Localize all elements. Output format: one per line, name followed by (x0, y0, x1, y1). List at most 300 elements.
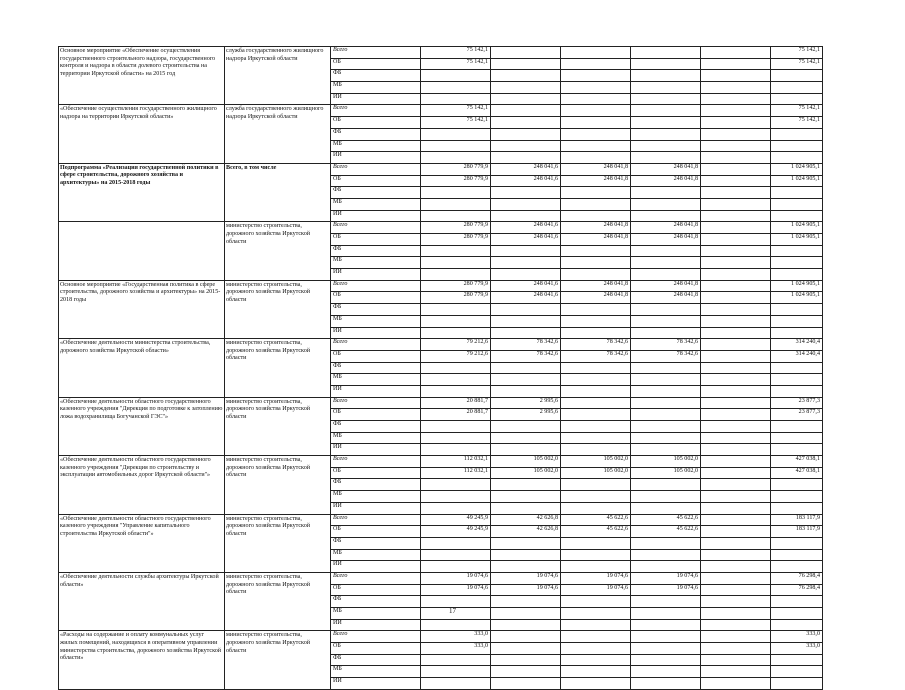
year-value-cell (561, 643, 631, 655)
year-value-cell: 280 779,9 (421, 163, 491, 175)
year-value-cell (631, 561, 701, 573)
year-value-cell (421, 421, 491, 433)
executor-cell: министерство строительства, дорожного хозяйства Иркутской области (225, 514, 331, 572)
year-value-cell (631, 537, 701, 549)
year-value-cell (701, 292, 771, 304)
year-value-cell: 79 212,6 (421, 350, 491, 362)
year-value-cell (421, 596, 491, 608)
year-value-cell (631, 210, 701, 222)
total-value-cell: 314 240,4 (771, 339, 823, 351)
year-value-cell (491, 421, 561, 433)
year-value-cell (561, 117, 631, 129)
year-value-cell: 78 342,6 (631, 350, 701, 362)
year-value-cell (701, 444, 771, 456)
year-value-cell (701, 128, 771, 140)
year-value-cell (491, 491, 561, 503)
table-row (59, 572, 823, 584)
year-value-cell (561, 140, 631, 152)
total-value-cell (771, 654, 823, 666)
year-value-cell (631, 70, 701, 82)
funding-source-cell: МБ (331, 257, 421, 269)
total-value-cell (771, 561, 823, 573)
activity-description: «Обеспечение деятельности службы архитектуры Иркутской области» (59, 572, 225, 630)
year-value-cell: 42 626,8 (491, 526, 561, 538)
year-value-cell (631, 397, 701, 409)
executor-cell: служба государственного жилищного надзора Иркутской области (225, 105, 331, 163)
year-value-cell (561, 479, 631, 491)
year-value-cell: 280 779,9 (421, 234, 491, 246)
total-value-cell: 183 117,9 (771, 526, 823, 538)
funding-source-cell: ОБ (331, 117, 421, 129)
year-value-cell (421, 187, 491, 199)
total-value-cell (771, 374, 823, 386)
year-value-cell (491, 596, 561, 608)
year-value-cell (561, 70, 631, 82)
year-value-cell: 19 074,6 (421, 572, 491, 584)
year-value-cell (631, 198, 701, 210)
year-value-cell (701, 339, 771, 351)
year-value-cell (421, 198, 491, 210)
year-value-cell (701, 280, 771, 292)
total-value-cell: 75 142,1 (771, 117, 823, 129)
funding-source-cell: МБ (331, 140, 421, 152)
year-value-cell (491, 666, 561, 678)
year-value-cell (561, 58, 631, 70)
total-value-cell: 333,0 (771, 643, 823, 655)
year-value-cell: 78 342,6 (561, 339, 631, 351)
year-value-cell (421, 327, 491, 339)
activity-description: Основное мероприятие «Обеспечение осуществления государственного строительного надзора, государственного контроля и надзора в области долевого строительства на территории Иркутской области» на 2015 год (59, 47, 225, 105)
year-value-cell (631, 304, 701, 316)
year-value-cell (491, 304, 561, 316)
total-value-cell (771, 549, 823, 561)
year-value-cell (561, 654, 631, 666)
budget-table (58, 46, 823, 690)
year-value-cell (491, 210, 561, 222)
total-value-cell (771, 82, 823, 94)
year-value-cell: 105 002,0 (561, 467, 631, 479)
year-value-cell: 248 041,8 (561, 163, 631, 175)
year-value-cell (561, 444, 631, 456)
year-value-cell (701, 409, 771, 421)
year-value-cell (561, 549, 631, 561)
funding-source-cell: МБ (331, 491, 421, 503)
year-value-cell (491, 315, 561, 327)
funding-source-cell: Всего (331, 572, 421, 584)
funding-source-cell: МБ (331, 82, 421, 94)
funding-source-cell: ФБ (331, 70, 421, 82)
page-number: 17 (449, 607, 456, 615)
funding-source-cell: ИИ (331, 385, 421, 397)
year-value-cell (631, 362, 701, 374)
year-value-cell (631, 385, 701, 397)
table-row (59, 397, 823, 409)
total-value-cell (771, 257, 823, 269)
year-value-cell (421, 549, 491, 561)
total-value-cell (771, 444, 823, 456)
funding-source-cell: ОБ (331, 58, 421, 70)
executor-cell: министерство строительства, дорожного хозяйства Иркутской области (225, 222, 331, 280)
year-value-cell (421, 82, 491, 94)
year-value-cell (701, 631, 771, 643)
year-value-cell (421, 479, 491, 491)
funding-source-cell: ФБ (331, 596, 421, 608)
year-value-cell (491, 93, 561, 105)
year-value-cell (491, 444, 561, 456)
total-value-cell: 75 142,1 (771, 105, 823, 117)
funding-source-cell: Всего (331, 163, 421, 175)
year-value-cell (491, 117, 561, 129)
funding-source-cell: Всего (331, 222, 421, 234)
total-value-cell (771, 93, 823, 105)
funding-source-cell: ФБ (331, 537, 421, 549)
year-value-cell (701, 245, 771, 257)
year-value-cell (701, 234, 771, 246)
total-value-cell: 1 024 905,1 (771, 292, 823, 304)
year-value-cell (491, 327, 561, 339)
year-value-cell (561, 409, 631, 421)
year-value-cell (701, 140, 771, 152)
year-value-cell (631, 140, 701, 152)
year-value-cell (701, 362, 771, 374)
table-row (59, 222, 823, 234)
year-value-cell: 280 779,9 (421, 280, 491, 292)
activity-description (59, 222, 225, 280)
year-value-cell: 78 342,6 (631, 339, 701, 351)
year-value-cell (491, 269, 561, 281)
year-value-cell (561, 502, 631, 514)
activity-description: «Обеспечение деятельности областного государственного казенного учреждения "Дирекция по строительству и эксплуатации автомобильных дорог Иркутской области"» (59, 456, 225, 514)
year-value-cell (701, 187, 771, 199)
activity-description: «Обеспечение деятельности областного государственного казенного учреждения "Дирекция по подготовке к затоплению ложа водохранилища Богучанской ГЭС"» (59, 397, 225, 455)
year-value-cell (561, 432, 631, 444)
year-value-cell (701, 526, 771, 538)
year-value-cell (701, 350, 771, 362)
table-row (59, 105, 823, 117)
total-value-cell: 314 240,4 (771, 350, 823, 362)
year-value-cell (701, 269, 771, 281)
year-value-cell (631, 666, 701, 678)
total-value-cell (771, 210, 823, 222)
year-value-cell (701, 105, 771, 117)
year-value-cell: 280 779,9 (421, 292, 491, 304)
year-value-cell (701, 257, 771, 269)
year-value-cell (421, 385, 491, 397)
funding-source-cell: ИИ (331, 502, 421, 514)
total-value-cell (771, 269, 823, 281)
total-value-cell: 183 117,9 (771, 514, 823, 526)
year-value-cell (561, 374, 631, 386)
funding-source-cell: ФБ (331, 128, 421, 140)
total-value-cell (771, 304, 823, 316)
year-value-cell (631, 654, 701, 666)
year-value-cell (631, 444, 701, 456)
year-value-cell (561, 362, 631, 374)
year-value-cell (491, 549, 561, 561)
year-value-cell: 19 074,6 (421, 584, 491, 596)
year-value-cell: 19 074,6 (491, 584, 561, 596)
year-value-cell: 248 041,6 (491, 234, 561, 246)
total-value-cell (771, 152, 823, 164)
year-value-cell: 42 626,8 (491, 514, 561, 526)
funding-source-cell: ФБ (331, 245, 421, 257)
year-value-cell (491, 631, 561, 643)
year-value-cell (491, 152, 561, 164)
year-value-cell (701, 561, 771, 573)
total-value-cell: 1 024 905,1 (771, 163, 823, 175)
year-value-cell (631, 631, 701, 643)
year-value-cell: 248 041,6 (491, 163, 561, 175)
executor-cell: министерство строительства, дорожного хозяйства Иркутской области (225, 631, 331, 689)
year-value-cell (421, 432, 491, 444)
year-value-cell (561, 152, 631, 164)
year-value-cell (701, 678, 771, 690)
year-value-cell: 20 881,7 (421, 409, 491, 421)
year-value-cell (631, 315, 701, 327)
funding-source-cell: ОБ (331, 409, 421, 421)
year-value-cell (491, 245, 561, 257)
year-value-cell (421, 269, 491, 281)
activity-description: «Обеспечение осуществления государственного жилищного надзора на территории Иркутской области» (59, 105, 225, 163)
funding-source-cell: МБ (331, 374, 421, 386)
year-value-cell (421, 619, 491, 631)
year-value-cell (491, 70, 561, 82)
year-value-cell (631, 269, 701, 281)
year-value-cell (561, 82, 631, 94)
year-value-cell: 105 002,0 (491, 467, 561, 479)
year-value-cell (421, 210, 491, 222)
year-value-cell (421, 678, 491, 690)
total-value-cell (771, 479, 823, 491)
year-value-cell (701, 198, 771, 210)
year-value-cell (561, 596, 631, 608)
year-value-cell (421, 140, 491, 152)
year-value-cell: 248 041,8 (561, 280, 631, 292)
year-value-cell: 75 142,1 (421, 47, 491, 59)
total-value-cell: 1 024 905,1 (771, 222, 823, 234)
total-value-cell (771, 502, 823, 514)
year-value-cell: 112 032,1 (421, 467, 491, 479)
activity-description: «Обеспечение деятельности областного государственного казенного учреждения "Управление капитального строительства Иркутской области"» (59, 514, 225, 572)
total-value-cell (771, 128, 823, 140)
year-value-cell (491, 374, 561, 386)
table-row (59, 456, 823, 468)
year-value-cell: 45 622,6 (631, 514, 701, 526)
funding-source-cell: ФБ (331, 479, 421, 491)
year-value-cell (561, 491, 631, 503)
year-value-cell (631, 257, 701, 269)
funding-source-cell: ИИ (331, 619, 421, 631)
year-value-cell: 45 622,6 (561, 514, 631, 526)
year-value-cell (561, 561, 631, 573)
total-value-cell (771, 140, 823, 152)
year-value-cell (561, 269, 631, 281)
year-value-cell (421, 93, 491, 105)
year-value-cell (421, 70, 491, 82)
executor-cell: министерство строительства, дорожного хозяйства Иркутской области (225, 572, 331, 630)
funding-source-cell: МБ (331, 666, 421, 678)
year-value-cell (701, 479, 771, 491)
year-value-cell: 49 245,9 (421, 526, 491, 538)
table-row (59, 339, 823, 351)
funding-source-cell: ИИ (331, 561, 421, 573)
year-value-cell (631, 678, 701, 690)
total-value-cell (771, 327, 823, 339)
year-value-cell (701, 654, 771, 666)
year-value-cell (491, 58, 561, 70)
total-value-cell (771, 666, 823, 678)
year-value-cell (701, 619, 771, 631)
year-value-cell (631, 421, 701, 433)
total-value-cell: 76 298,4 (771, 572, 823, 584)
total-value-cell: 427 038,1 (771, 467, 823, 479)
year-value-cell: 248 041,8 (561, 292, 631, 304)
executor-cell: Всего, в том числе (225, 163, 331, 221)
funding-source-cell: ОБ (331, 292, 421, 304)
executor-cell: служба государственного жилищного надзора Иркутской области (225, 47, 331, 105)
total-value-cell: 75 142,1 (771, 58, 823, 70)
year-value-cell (561, 210, 631, 222)
year-value-cell (631, 82, 701, 94)
year-value-cell: 280 779,9 (421, 222, 491, 234)
year-value-cell (561, 421, 631, 433)
year-value-cell (701, 491, 771, 503)
year-value-cell (631, 58, 701, 70)
funding-source-cell: ФБ (331, 421, 421, 433)
table-row (59, 47, 823, 59)
total-value-cell (771, 245, 823, 257)
year-value-cell (701, 643, 771, 655)
year-value-cell: 248 041,8 (631, 175, 701, 187)
funding-source-cell: ОБ (331, 175, 421, 187)
total-value-cell: 427 038,1 (771, 456, 823, 468)
funding-source-cell: ОБ (331, 526, 421, 538)
year-value-cell (561, 304, 631, 316)
funding-source-cell: ОБ (331, 234, 421, 246)
year-value-cell (491, 385, 561, 397)
year-value-cell (701, 222, 771, 234)
year-value-cell (421, 444, 491, 456)
year-value-cell (701, 456, 771, 468)
funding-source-cell: Всего (331, 631, 421, 643)
year-value-cell (701, 514, 771, 526)
year-value-cell: 333,0 (421, 631, 491, 643)
year-value-cell (421, 491, 491, 503)
year-value-cell (421, 561, 491, 573)
year-value-cell (491, 105, 561, 117)
year-value-cell (701, 175, 771, 187)
total-value-cell: 1 024 905,1 (771, 234, 823, 246)
total-value-cell (771, 385, 823, 397)
total-value-cell (771, 362, 823, 374)
year-value-cell: 248 041,6 (491, 280, 561, 292)
year-value-cell (561, 619, 631, 631)
year-value-cell: 248 041,8 (631, 280, 701, 292)
total-value-cell (771, 619, 823, 631)
total-value-cell: 75 142,1 (771, 47, 823, 59)
year-value-cell (701, 432, 771, 444)
year-value-cell (701, 327, 771, 339)
total-value-cell (771, 70, 823, 82)
year-value-cell (561, 93, 631, 105)
year-value-cell (421, 152, 491, 164)
year-value-cell: 248 041,8 (631, 222, 701, 234)
year-value-cell (491, 654, 561, 666)
year-value-cell (491, 362, 561, 374)
total-value-cell: 23 877,3 (771, 409, 823, 421)
funding-source-cell: МБ (331, 315, 421, 327)
year-value-cell (561, 187, 631, 199)
funding-source-cell: МБ (331, 549, 421, 561)
funding-source-cell: Всего (331, 514, 421, 526)
funding-source-cell: ФБ (331, 187, 421, 199)
total-value-cell: 23 877,3 (771, 397, 823, 409)
funding-source-cell: ИИ (331, 327, 421, 339)
executor-cell: министерство строительства, дорожного хозяйства Иркутской области (225, 280, 331, 338)
year-value-cell: 78 342,6 (561, 350, 631, 362)
year-value-cell (421, 654, 491, 666)
year-value-cell (631, 596, 701, 608)
total-value-cell (771, 432, 823, 444)
year-value-cell (561, 105, 631, 117)
table-row (59, 163, 823, 175)
funding-source-cell: МБ (331, 432, 421, 444)
total-value-cell (771, 596, 823, 608)
year-value-cell: 45 622,6 (631, 526, 701, 538)
year-value-cell (491, 479, 561, 491)
year-value-cell: 75 142,1 (421, 58, 491, 70)
year-value-cell (491, 432, 561, 444)
year-value-cell: 248 041,6 (491, 292, 561, 304)
year-value-cell (631, 117, 701, 129)
year-value-cell (561, 245, 631, 257)
year-value-cell (561, 128, 631, 140)
year-value-cell: 19 074,6 (631, 572, 701, 584)
total-value-cell: 76 298,4 (771, 584, 823, 596)
table-row (59, 280, 823, 292)
funding-source-cell: ИИ (331, 210, 421, 222)
year-value-cell: 248 041,8 (561, 175, 631, 187)
year-value-cell (491, 502, 561, 514)
year-value-cell (491, 643, 561, 655)
year-value-cell (491, 619, 561, 631)
year-value-cell (701, 584, 771, 596)
funding-source-cell: ИИ (331, 444, 421, 456)
funding-source-cell: Всего (331, 105, 421, 117)
year-value-cell (421, 245, 491, 257)
year-value-cell (561, 327, 631, 339)
year-value-cell (631, 491, 701, 503)
year-value-cell (631, 409, 701, 421)
year-value-cell (491, 678, 561, 690)
year-value-cell (491, 257, 561, 269)
total-value-cell (771, 537, 823, 549)
year-value-cell (421, 362, 491, 374)
year-value-cell: 105 002,0 (631, 467, 701, 479)
funding-source-cell: ОБ (331, 584, 421, 596)
year-value-cell (701, 152, 771, 164)
year-value-cell (421, 315, 491, 327)
year-value-cell (421, 537, 491, 549)
year-value-cell (701, 315, 771, 327)
year-value-cell (491, 561, 561, 573)
year-value-cell (491, 537, 561, 549)
funding-source-cell: ОБ (331, 643, 421, 655)
year-value-cell (701, 374, 771, 386)
year-value-cell (561, 198, 631, 210)
year-value-cell (421, 128, 491, 140)
year-value-cell (631, 245, 701, 257)
